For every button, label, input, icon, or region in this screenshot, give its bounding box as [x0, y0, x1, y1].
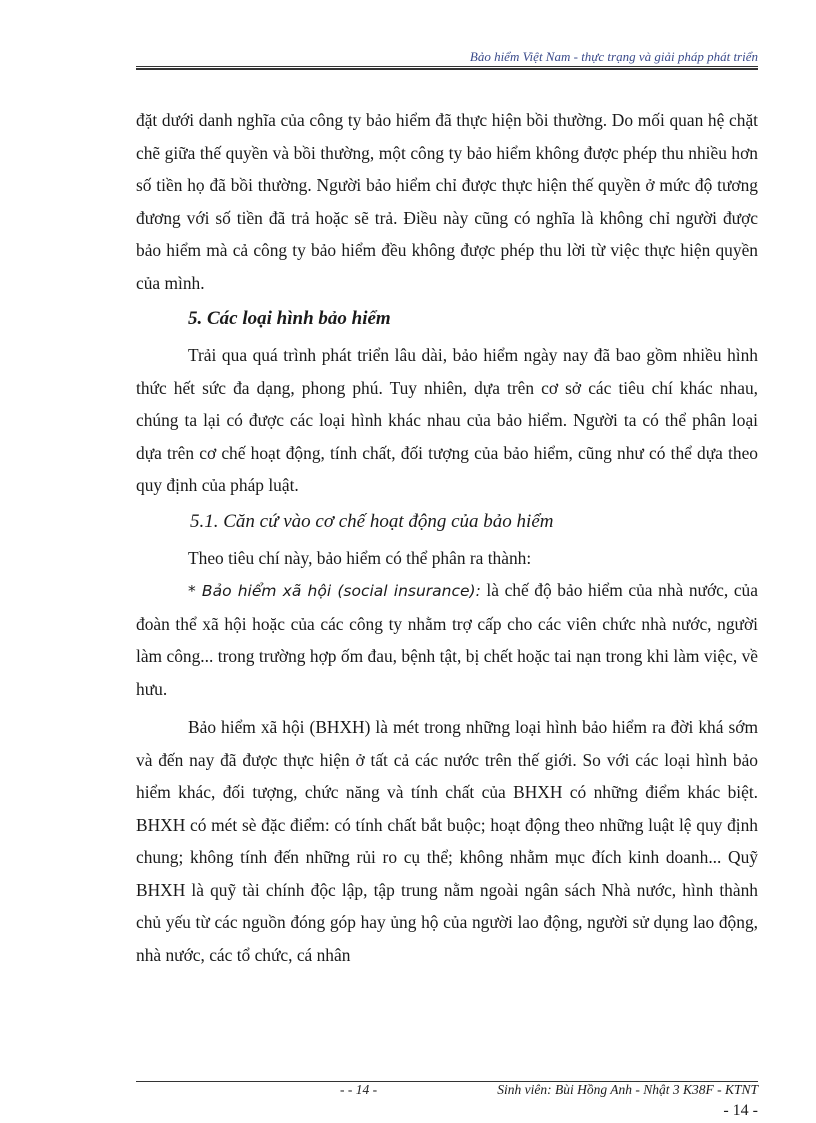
paragraph-2: Trải qua quá trình phát triển lâu dài, bảo hiểm ngày nay đã bao gồm nhiều hình thức hết sức đa dạng, phong phú. Tuy nhiên, dựa trên cơ sở các tiêu chí khác nhau, chúng ta lại có được các loại hình khác nhau của bảo hiểm. Người ta có thể phân loại dựa trên cơ chế hoạt động, tính chất, đối tượng của bảo hiểm, cũng như có thể dựa theo quy định của pháp luật. — [136, 345, 758, 495]
paragraph-4-text: là chế độ bảo hiểm của nhà nước, của đoàn thể xã hội hoặc của các công ty nhằm trợ cấp cho các viên chức nhà nước, người làm công... trong trường hợp ốm đau, bệnh tật, bị chết hoặc tai nạn trong khi làm việc, về hưu. — [136, 580, 758, 699]
page-number: - 14 - — [723, 1102, 758, 1119]
header-divider-thick — [136, 68, 758, 70]
paragraph-5: Bảo hiểm xã hội (BHXH) là mét trong những loại hình bảo hiểm ra đời khá sớm và đến nay đã được thực hiện ở tất cả các nước trên thế giới. So với các loại hình bảo hiểm khác, đối tượng, chức năng và tính chất của BHXH có những điểm khác biệt. BHXH có mét sè đặc điểm: có tính chất bắt buộc; hoạt động theo những luật lệ quy định chung; không tính đến những rủi ro cụ thể; không nhằm mục đích kinh doanh... Quỹ BHXH là quỹ tài chính độc lập, tập trung nằm ngoài ngân sách Nhà nước, hình thành chủ yếu từ các nguồn đóng góp hay ủng hộ của người lao động, người sử dụng lao động, nhà nước, các tổ chức, cá nhân — [136, 717, 758, 965]
subsection-heading-5-1: 5.1. Căn cứ vào cơ chế hoạt động của bảo hiểm — [190, 510, 554, 532]
footer-author: Sinh viên: Bùi Hồng Anh - Nhật 3 K38F - KTNT — [497, 1082, 758, 1097]
paragraph-4 — [136, 574, 758, 705]
section-heading-5: 5. Các loại hình bảo hiểm — [188, 308, 391, 329]
header-divider — [136, 66, 758, 67]
footer-page-label: - - 14 - — [340, 1082, 378, 1097]
paragraph-3: Theo tiêu chí này, bảo hiểm có thể phân ra thành: — [188, 547, 532, 568]
term-social-insurance: * Bảo hiểm xã hội (social insurance): — [188, 582, 481, 600]
running-header: Bảo hiểm Việt Nam - thực trạng và giải pháp phát triển — [469, 49, 758, 64]
document-body — [136, 104, 758, 971]
paragraph-1: đặt dưới danh nghĩa của công ty bảo hiểm đã thực hiện bồi thường. Do mối quan hệ chặt chẽ giữa thế quyền và bồi thường, một công ty bảo hiểm không được phép thu nhiều hơn số tiền họ đã bồi thường. Người bảo hiểm chỉ được thực hiện thế quyền ở mức độ tương đương với số tiền đã trả hoặc sẽ trả. Điều này cũng có nghĩa là không chỉ người được bảo hiểm mà cả công ty bảo hiểm đều không được phép thu lời từ việc thực hiện quyền của mình. — [136, 110, 758, 293]
